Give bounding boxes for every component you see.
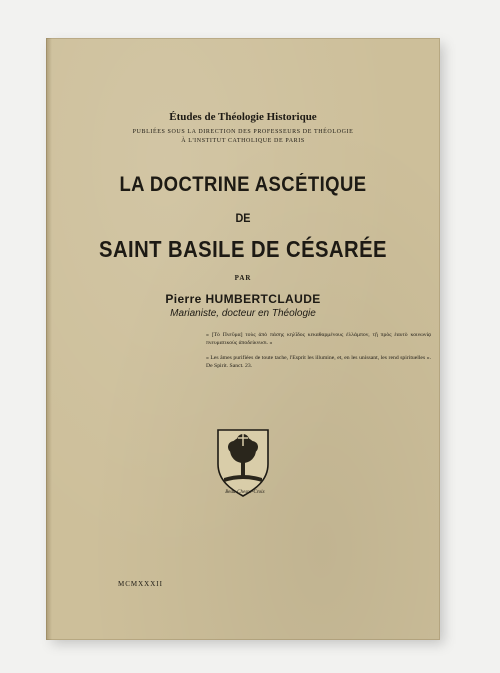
- series-title: Études de Théologie Historique: [169, 111, 317, 123]
- emblem-motto: Beau-Chesne-Croix: [225, 490, 265, 495]
- crest-emblem: [214, 426, 272, 498]
- book-cover: [46, 38, 440, 640]
- publication-year: MCMXXXII: [118, 580, 163, 588]
- title-de: DE: [235, 211, 251, 225]
- author-description: Marianiste, docteur en Théologie: [170, 308, 316, 319]
- author-name: Pierre HUMBERTCLAUDE: [165, 292, 321, 306]
- publisher-note: [46, 128, 440, 146]
- epigraph-greek: « [Τὸ Πνεῦμα] τοὺς ἀπὸ πάσης κηλῖδος κεκαθαρμένους ἐλλάμπον, τῇ πρὸς ἑαυτὸ κοινωνίᾳ πνευματικοὺς ἀποδείκνυσι. »: [206, 332, 431, 346]
- par-label: PAR: [234, 274, 252, 282]
- title-line-1: LA DOCTRINE ASCÉTIQUE: [119, 173, 367, 196]
- epigraph-french: « Les âmes purifiées de toute tache, l'Esprit les illumine, et, en les unissant, les rend spirituelles ». De Spirit. Sanct. 23.: [206, 355, 431, 369]
- cover-content: [46, 38, 440, 640]
- title-line-2: SAINT BASILE DE CÉSARÉE: [99, 236, 387, 262]
- publisher-line-2: À L'INSTITUT CATHOLIQUE DE PARIS: [181, 138, 305, 144]
- publisher-line-1: PUBLIÉES SOUS LA DIRECTION DES PROFESSEURS DE THÉOLOGIE: [132, 129, 354, 135]
